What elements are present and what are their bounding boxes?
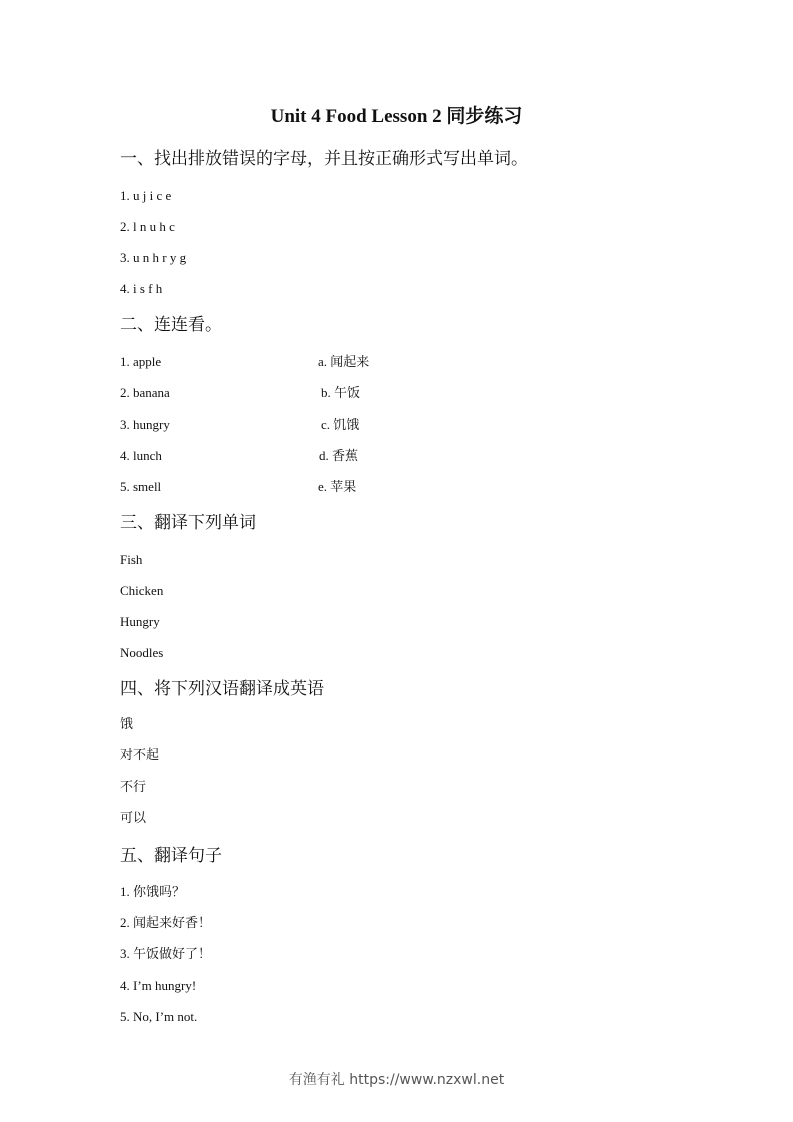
section5-heading: 五、翻译句子 — [120, 846, 222, 866]
match-text: 闻起来 — [330, 355, 370, 370]
section1-item-1: 1. u j i c e — [120, 188, 172, 203]
section1-item-4: 4. i s f h — [120, 281, 163, 296]
section3-heading: 三、翻译下列单词 — [120, 513, 256, 533]
footer-watermark: 有渔有礼 https://www.nzxwl.net — [288, 1072, 505, 1088]
section4-item-3: 不行 — [120, 780, 147, 795]
match-text: 苹果 — [330, 480, 357, 495]
section1-item-2: 2. l n u h c — [120, 219, 175, 234]
match-letter: a. — [318, 354, 328, 369]
section4-heading: 四、将下列汉语翻译成英语 — [120, 679, 324, 699]
section3-item-1: Fish — [120, 552, 143, 567]
section5-item-3 — [120, 946, 211, 963]
section1-heading: 一、找出排放错误的字母，并且按正确形式写出单词。 — [120, 149, 528, 169]
match-letter: d. — [319, 448, 329, 463]
match-right-d — [319, 448, 358, 465]
section3-item-2: Chicken — [120, 583, 164, 598]
section5-item-1 — [120, 884, 185, 901]
match-left-4: 4. lunch — [120, 448, 162, 463]
match-left-3: 3. hungry — [120, 417, 170, 432]
section3-item-3: Hungry — [120, 614, 160, 629]
match-text: 香蕉 — [332, 449, 359, 464]
match-right-a — [318, 354, 369, 371]
item-number: 5. — [120, 1009, 130, 1024]
item-text: No, I’m not. — [133, 1009, 198, 1024]
item-text: I’m hungry! — [133, 978, 197, 993]
item-number: 4. — [120, 978, 130, 993]
match-right-b — [321, 385, 360, 402]
item-text: 闻起来好香！ — [133, 916, 212, 931]
match-text: 午饭 — [334, 386, 361, 401]
section1-item-3: 3. u n h r y g — [120, 250, 187, 265]
item-text: 午饭做好了！ — [133, 947, 212, 962]
section4-item-4: 可以 — [120, 811, 147, 826]
item-number: 2. — [120, 915, 130, 930]
section5-item-4 — [120, 978, 196, 994]
match-right-e — [318, 479, 356, 496]
match-right-c — [321, 417, 359, 434]
match-letter: c. — [321, 417, 331, 432]
section5-item-2 — [120, 915, 211, 932]
match-left-1: 1. apple — [120, 354, 162, 369]
match-letter: b. — [321, 385, 331, 400]
item-number: 1. — [120, 884, 130, 899]
item-number: 3. — [120, 946, 130, 961]
item-text: 你饿吗？ — [133, 885, 186, 900]
match-text: 饥饿 — [333, 418, 360, 433]
section3-item-4: Noodles — [120, 645, 164, 660]
page-title: Unit 4 Food Lesson 2 同步练习 — [270, 106, 523, 127]
match-left-5: 5. smell — [120, 479, 162, 494]
section5-item-5 — [120, 1009, 197, 1025]
section4-item-2: 对不起 — [120, 748, 160, 763]
match-left-2: 2. banana — [120, 385, 170, 400]
match-letter: e. — [318, 479, 328, 494]
section2-heading: 二、连连看。 — [120, 315, 222, 335]
section4-item-1: 饿 — [120, 717, 134, 732]
